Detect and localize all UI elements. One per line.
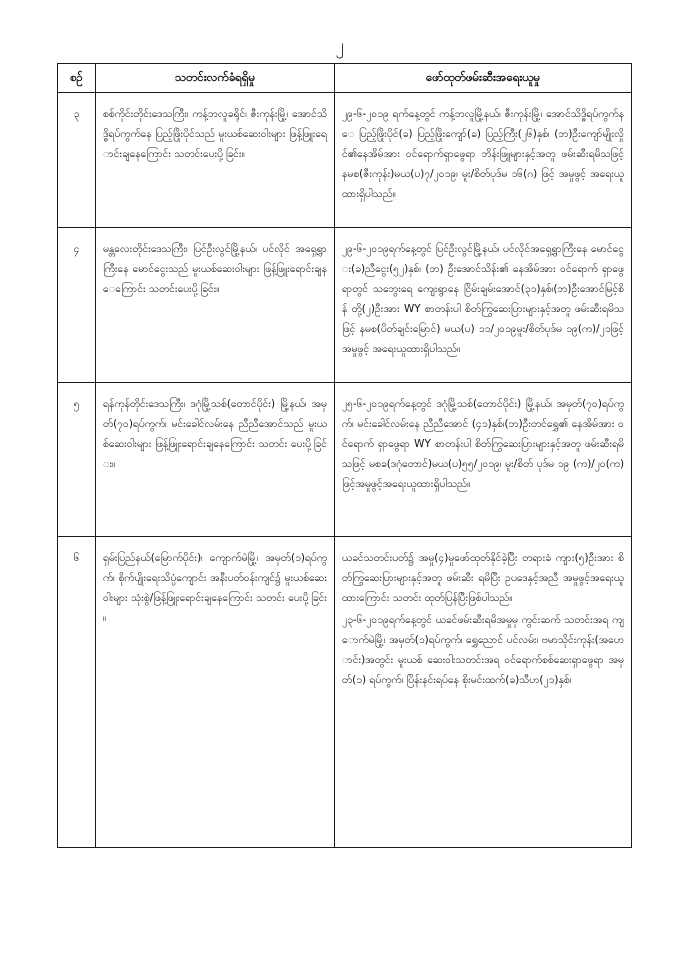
information-cell: မန္တလေးတိုင်းဒေသကြီး၊ ပြင်ဦးလွင်မြို့နယ်၊ ပင်လိုင် အရှေ့ရွာကြီးနေ မောင်ငွေးသည် မူးယစ်ဆေးဝါးများ ဖြန့်ဖြူးရောင်းချနေကြောင်း သတင်းပေးပို့ခြင်း။ (96, 228, 335, 383)
serial-number-cell: ၄ (58, 228, 96, 383)
table-row (58, 383, 632, 537)
action-paragraph: ၂၃-၆-၂၀၁၉ရက်နေ့တွင် ယခင်ဖမ်းဆီးရမိအမှုမှ ကွင်းဆက် သတင်းအရ ကျောက်မဲမြို့၊ အမှတ်(၁)ရပ်ကွက်၊ ရွှေညောင် ပင်လမ်း၊ ဗမာသိုင်းကုန်း(အဟောင်း)အတွင်း မူးယစ် ဆေးဝါးသတင်းအရ ဝင်ရောက်စစ်ဆေးရှာဖွေရာ အမှတ်(၁) ရပ်ကွက်၊ ပြိန်းနင်းရပ်နေ စိုးမင်းထက်(ခ)သီဟ(၂၁)နှစ်၊ (342, 614, 624, 686)
action-paragraph: ၂၉-၆-၂၀၁၉ရက်နေ့တွင် ပြင်ဦးလွင်မြို့နယ်၊ ပင်လိုင်အရှေ့ရွာကြီးနေ မောင်ငွေး(ခ)ညီငွေး(၅၂)နှစ်၊ (ဘ) ဦးအောင်သိန်း၏ နေအိမ်အား ဝင်ရောက် ရှာဖွေရာတွင် သဘွေးရေ ကျေးရွာနေ ငြိမ်းချမ်းအောင်(၃၁)နှစ်၊(ဘ)ဦးအောင်မြင့်စိန် တို့(၂)ဦးအား WY စာတန်းပါ စိတ်ကြွဆေးပြားများနှင့်အတူ ဖမ်းဆီးရမိသဖြင့် နမစ(ပိတ်ချင်းမြောင်) မယ(ပ) ၁၁/၂၀၁၉မူး/စိတ်ပုဒ်မ ၁၉(က)/၂၁ဖြင့် အမှုဖွင့် အရေးယူထားရှိပါသည်။ (342, 243, 624, 355)
serial-number-cell: ၆ (58, 537, 96, 848)
table-row (58, 93, 632, 228)
information-cell: ရန်ကုန်တိုင်းဒေသကြီး၊ ဒဂုံမြို့သစ်(တောင်ပိုင်း) မြို့နယ်၊ အမှတ်(၇၀)ရပ်ကွက်၊ မင်းခေါင်လမ်းနေ ညီညီအောင်သည် မူးယစ်ဆေးဝါးများ ဖြန့်ဖြူးရောင်းချနေကြောင်း သတင်း ပေးပို့ခြင်း။ (96, 383, 335, 537)
action-paragraph: ၂၉-၆-၂၀၁၉ ရက်နေ့တွင် ကန့်ဘလူမြို့နယ်၊ ဇီးကုန်းမြို့၊ အောင်သိဒ္ဓိရပ်ကွက်နေ ပြည့်ဖြိုးပိုင်(ခ) ပြည့်ဖြိုးကျော်(ခ) ပြည့်ကြီး(၂၆)နှစ်၊ (ဘ)ဦးကျော်မျိုးလှိုင်၏နေအိမ်အား ဝင်ရောက်ရှာဖွေရာ ဘိန်းဖြူများနှင့်အတူ ဖမ်းဆီးရမိသဖြင့် နမစ(ဇီးကုန်း)မယ(ပ)၇/၂၀၁၉၊ မူး/စိတ်ပုဒ်မ ၁၆(ဂ) ဖြင့် အမှုဖွင့် အရေးယူထားရှိပါသည်။ (342, 108, 624, 200)
header-information-received: သတင်းလက်ခံရရှိမှု (96, 64, 335, 93)
action-cell (335, 383, 632, 537)
page-number: ၂ (335, 36, 344, 56)
table-row (58, 537, 632, 848)
information-cell: ရှမ်းပြည်နယ်(မြောက်ပိုင်း)၊ ကျောက်မဲမြို့၊ အမှတ်(၁)ရပ်ကွက်၊ စိုက်ပျိုးရေးသိပ္ပံကျောင်း အနီးပတ်ဝန်းကျင်၌ မူးယစ်ဆေးဝါးများ သုံးစွဲ/ဖြန့်ဖြူးရောင်းချနေကြောင်း သတင်း ပေးပို့ခြင်း။ (96, 537, 335, 848)
action-cell (335, 93, 632, 228)
table-row (58, 228, 632, 383)
header-action-taken: ဖော်ထုတ်ဖမ်းဆီးအရေးယူမှု (335, 64, 632, 93)
action-cell (335, 537, 632, 848)
action-cell (335, 228, 632, 383)
serial-number-cell: ၅ (58, 383, 96, 537)
action-paragraph: ယခင်သတင်းပတ်၌ အမှု(၄)မှုဖော်ထုတ်နိုင်ခဲ့ပြီး တရားခံ ကျား(၅)ဦးအား စိတ်ကြွဆေးပြားများနှင့်အတူ ဖမ်းဆီး ရမိပြီး ဥပဒေနှင့်အညီ အမှုဖွင့်အရေးယူထားကြောင်း သတင်း ထုတ်ပြန်ပြီးဖြစ်ပါသည်။ (342, 552, 624, 604)
table-header-row (58, 64, 632, 93)
serial-number-cell: ၃ (58, 93, 96, 228)
action-paragraph: ၂၅-၆-၂၀၁၉ရက်နေ့တွင် ဒဂုံမြို့သစ်(တောင်ပိုင်း) မြို့နယ်၊ အမှတ်(၇၀)ရပ်ကွက်၊ မင်းခေါင်လမ်းနေ ညီညီအောင် (၄၁)နှစ်၊(ဘ)ဦးတင်ရွှေ၏ နေအိမ်အား ဝင်ရောက် ရှာဖွေရာ WY စာတန်းပါ စိတ်ကြွဆေးပြားများနှင့်အတူ ဖမ်းဆီးရမိသဖြင့် မစခ(ဒဂုံတောင်)မယ(ပ)၅၅/၂၀၁၉၊ မူး/စိတ် ပုဒ်မ ၁၉ (က)/၂၀(က)ဖြင့်အမှုဖွင့်အရေးယူထားရှိပါသည်။ (342, 398, 624, 490)
report-table (57, 63, 632, 848)
header-serial-no: စဉ် (58, 64, 96, 93)
information-cell: စစ်ကိုင်းတိုင်းဒေသကြီး၊ ကန့်ဘလူခရိုင်၊ ဇီးကုန်းမြို့၊ အောင်သိဒ္ဓိရပ်ကွက်နေ ပြည့်ဖြိုးပိုင်သည် မူးယစ်ဆေးဝါးများ ဖြန့်ဖြူးရောင်းချနေကြောင်း သတင်းပေးပို့ခြင်း။ (96, 93, 335, 228)
